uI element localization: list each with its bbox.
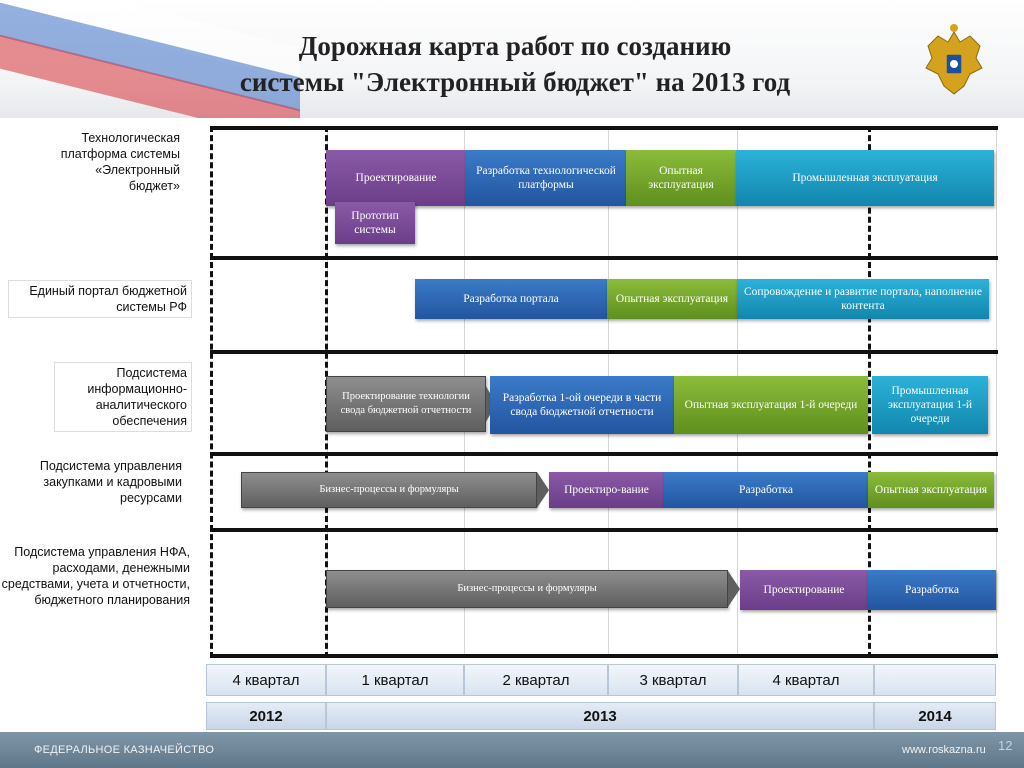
arrow-tip-r4 — [537, 472, 549, 508]
bar-r4-design: Проектиро-вание — [549, 472, 664, 508]
double-headed-eagle-emblem-icon — [918, 24, 990, 104]
footer-site: www.roskazna.ru — [902, 744, 986, 756]
arrow-tip-r5 — [728, 571, 740, 607]
slide-title — [150, 28, 880, 100]
title-line-2: системы "Электронный бюджет" на 2013 год — [239, 67, 791, 97]
year-cell: 2013 — [326, 702, 874, 730]
row-separator-1 — [210, 256, 998, 260]
bar-r4-pilot: Опытная эксплуатация — [868, 472, 994, 508]
row-separator-4 — [210, 528, 998, 532]
bar-r1-dev: Разработка технологической платформы — [466, 150, 626, 206]
year-cell: 2012 — [206, 702, 326, 730]
bar-r1-prod: Промышленная эксплуатация — [736, 150, 994, 206]
row-label-portal: Единый портал бюджетной системы РФ — [8, 280, 192, 318]
quarter-cell: 4 квартал — [206, 664, 326, 696]
quarter-cell: 1 квартал — [326, 664, 464, 696]
row-separator-5 — [210, 654, 998, 658]
footer-org: ФЕДЕРАЛЬНОЕ КАЗНАЧЕЙСТВО — [34, 744, 215, 756]
grid-line-end — [996, 126, 997, 658]
row-separator-3 — [210, 452, 998, 456]
quarter-cell: 2 квартал — [464, 664, 608, 696]
bar-r4-bp: Бизнес-процессы и формуляры — [241, 472, 537, 508]
bar-r5-design: Проектирование — [740, 570, 868, 610]
quarter-cell — [874, 664, 996, 696]
row-separator-0 — [210, 126, 998, 130]
slide-header — [0, 0, 1024, 118]
bar-r2-support: Сопровождение и развитие портала, наполнение контента — [737, 279, 989, 319]
page-number: 12 — [998, 738, 1013, 753]
bar-r3-design: Проектирование технологии свода бюджетной отчетности — [326, 376, 486, 432]
bar-r3-dev: Разработка 1-ой очереди в части свода бюджетной отчетности — [490, 376, 674, 434]
bar-r5-bp: Бизнес-процессы и формуляры — [326, 570, 728, 608]
bar-r1-pilot: Опытная эксплуатация — [626, 150, 736, 206]
bar-r3-prod: Промышленная эксплуатация 1-й очереди — [872, 376, 988, 434]
bar-r4-dev: Разработка — [664, 472, 868, 508]
quarter-cell: 3 квартал — [608, 664, 738, 696]
bar-r1-design: Проектирование — [326, 150, 466, 206]
title-line-1: Дорожная карта работ по созданию — [298, 31, 732, 61]
grid-line-start — [210, 126, 213, 658]
row-separator-2 — [210, 350, 998, 354]
row-label-tech-platform: Технологическая платформа системы «Электронный бюджет» — [60, 131, 180, 193]
slide-footer — [0, 732, 1024, 768]
bar-r2-pilot: Опытная эксплуатация — [607, 279, 737, 319]
bar-r5-dev: Разработка — [868, 570, 996, 610]
bar-r2-dev: Разработка портала — [415, 279, 607, 319]
row-label-procurement: Подсистема управления закупками и кадровыми ресурсами — [39, 459, 182, 505]
bar-r3-pilot: Опытная эксплуатация 1-й очереди — [674, 376, 868, 434]
bar-r1-proto: Прототип системы — [335, 202, 415, 244]
row-label-nfa: Подсистема управления НФА, расходами, денежными средствами, учета и отчетности, бюджетного планирования — [1, 545, 190, 607]
quarter-cell: 4 квартал — [738, 664, 874, 696]
year-cell: 2014 — [874, 702, 996, 730]
row-label-analytics: Подсистема информационно-аналитического обеспечения — [54, 362, 192, 432]
